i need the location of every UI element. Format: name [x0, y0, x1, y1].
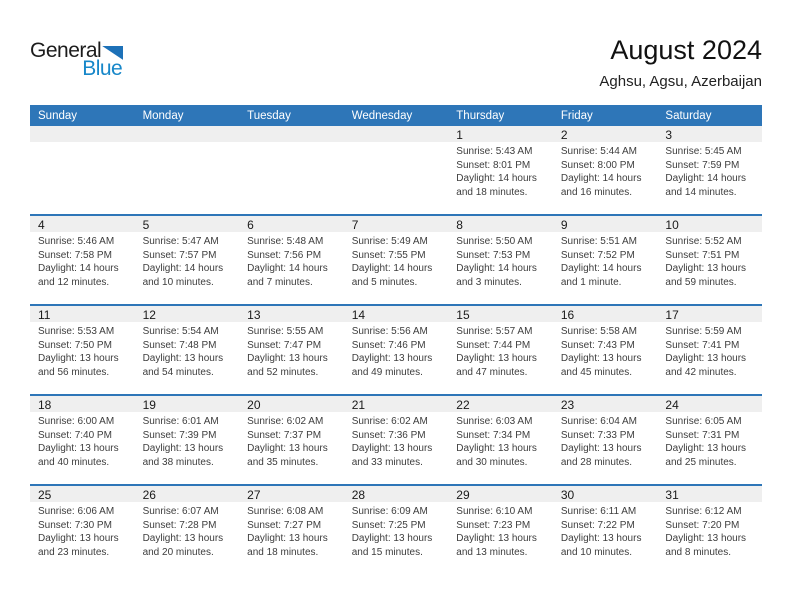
daylight-text-line1: Daylight: 14 hours	[665, 173, 747, 184]
daylight-text-line1: Daylight: 13 hours	[560, 533, 642, 544]
sunrise-text: Sunrise: 6:02 AM	[247, 416, 324, 427]
day-details	[657, 142, 762, 199]
day-details	[239, 322, 344, 379]
weekday-header-friday: Friday	[560, 109, 593, 122]
sunset-text: Sunset: 7:28 PM	[142, 519, 217, 531]
sunrise-text: Sunrise: 5:48 AM	[247, 236, 324, 247]
week-row	[30, 394, 762, 484]
day-number: 26	[135, 486, 240, 502]
daylight-text-line2: and 54 minutes.	[142, 366, 214, 378]
daylight-text-line2: and 18 minutes.	[456, 186, 528, 198]
sunrise-text: Sunrise: 5:46 AM	[38, 236, 115, 247]
day-number: 9	[553, 216, 658, 232]
sunset-text: Sunset: 7:58 PM	[38, 249, 112, 261]
day-details	[448, 232, 553, 289]
sunrise-text: Sunrise: 6:07 AM	[142, 506, 219, 517]
day-number: 3	[657, 126, 762, 142]
day-cell-9	[553, 216, 658, 304]
daylight-text-line2: and 28 minutes.	[560, 456, 633, 468]
day-details	[553, 412, 658, 469]
day-details	[135, 232, 240, 289]
weekday-header-wednesday: Wednesday	[351, 109, 413, 122]
day-cell-empty	[344, 126, 449, 214]
daylight-text-line2: and 42 minutes.	[665, 366, 737, 378]
sunset-text: Sunset: 7:20 PM	[665, 519, 740, 531]
daylight-text-line2: and 20 minutes.	[142, 546, 214, 558]
sunrise-text: Sunrise: 6:04 AM	[560, 416, 637, 427]
daylight-text-line1: Daylight: 13 hours	[456, 353, 537, 364]
day-number: 30	[553, 486, 658, 502]
sunset-text: Sunset: 7:40 PM	[38, 429, 112, 441]
day-number: 13	[239, 306, 344, 322]
daylight-text-line2: and 5 minutes.	[351, 276, 418, 288]
day-cell-21	[344, 396, 449, 484]
logo-text-blue: Blue	[82, 57, 123, 80]
page-subtitle: Aghsu, Agsu, Azerbaijan	[599, 73, 762, 91]
weekday-header-row	[30, 105, 762, 126]
daylight-text-line1: Daylight: 14 hours	[456, 263, 537, 274]
sunrise-text: Sunrise: 5:57 AM	[456, 326, 533, 337]
sunrise-text: Sunrise: 5:58 AM	[560, 326, 637, 337]
daylight-text-line1: Daylight: 14 hours	[38, 263, 119, 274]
sunrise-text: Sunrise: 6:06 AM	[38, 506, 115, 517]
daylight-text-line2: and 15 minutes.	[351, 546, 423, 558]
day-cell-empty	[239, 126, 344, 214]
top-bar	[30, 36, 762, 90]
day-number: 11	[30, 306, 135, 322]
day-number	[30, 126, 135, 142]
sunrise-text: Sunrise: 6:00 AM	[38, 416, 115, 427]
day-cell-1	[448, 126, 553, 214]
daylight-text-line1: Daylight: 13 hours	[351, 443, 433, 454]
day-details	[448, 412, 553, 469]
sunrise-text: Sunrise: 6:12 AM	[665, 506, 742, 517]
day-number: 17	[657, 306, 762, 322]
day-details	[448, 142, 553, 199]
sunset-text: Sunset: 7:52 PM	[560, 249, 635, 261]
daylight-text-line2: and 38 minutes.	[142, 456, 214, 468]
daylight-text-line1: Daylight: 13 hours	[665, 533, 747, 544]
daylight-text-line1: Daylight: 13 hours	[665, 353, 747, 364]
sunrise-text: Sunrise: 6:10 AM	[456, 506, 533, 517]
day-cell-empty	[135, 126, 240, 214]
day-details	[239, 412, 344, 469]
week-row	[30, 126, 762, 214]
daylight-text-line1: Daylight: 14 hours	[351, 263, 433, 274]
daylight-text-line2: and 59 minutes.	[665, 276, 737, 288]
sunset-text: Sunset: 7:34 PM	[456, 429, 531, 441]
sunset-text: Sunset: 7:50 PM	[38, 339, 112, 351]
day-number: 12	[135, 306, 240, 322]
sunset-text: Sunset: 7:51 PM	[665, 249, 740, 261]
day-number: 23	[553, 396, 658, 412]
logo-text-general: General	[30, 39, 102, 62]
daylight-text-line2: and 56 minutes.	[38, 366, 110, 378]
day-cell-14	[344, 306, 449, 394]
day-details	[448, 502, 553, 559]
day-cell-24	[657, 396, 762, 484]
sunset-text: Sunset: 7:59 PM	[665, 159, 740, 171]
sunrise-text: Sunrise: 5:54 AM	[142, 326, 219, 337]
weekday-header-thursday: Thursday	[456, 109, 505, 122]
day-cell-10	[657, 216, 762, 304]
day-details	[344, 502, 449, 559]
day-details	[657, 322, 762, 379]
daylight-text-line1: Daylight: 14 hours	[247, 263, 328, 274]
sunset-text: Sunset: 7:23 PM	[456, 519, 531, 531]
daylight-text-line2: and 3 minutes.	[456, 276, 522, 288]
sunrise-text: Sunrise: 5:49 AM	[351, 236, 428, 247]
day-number: 10	[657, 216, 762, 232]
day-number: 16	[553, 306, 658, 322]
daylight-text-line1: Daylight: 13 hours	[38, 533, 119, 544]
day-number: 7	[344, 216, 449, 232]
sunrise-text: Sunrise: 6:05 AM	[665, 416, 742, 427]
daylight-text-line1: Daylight: 13 hours	[560, 353, 642, 364]
day-cell-28	[344, 486, 449, 574]
day-number: 4	[30, 216, 135, 232]
sunrise-text: Sunrise: 5:52 AM	[665, 236, 742, 247]
day-number: 19	[135, 396, 240, 412]
day-cell-20	[239, 396, 344, 484]
day-details	[239, 232, 344, 289]
daylight-text-line2: and 18 minutes.	[247, 546, 319, 558]
sunset-text: Sunset: 7:22 PM	[560, 519, 635, 531]
sunrise-text: Sunrise: 6:01 AM	[142, 416, 219, 427]
day-cell-8	[448, 216, 553, 304]
daylight-text-line1: Daylight: 13 hours	[247, 533, 328, 544]
day-cell-17	[657, 306, 762, 394]
daylight-text-line1: Daylight: 14 hours	[560, 263, 642, 274]
sunrise-text: Sunrise: 5:51 AM	[560, 236, 637, 247]
day-cell-27	[239, 486, 344, 574]
daylight-text-line2: and 30 minutes.	[456, 456, 528, 468]
sunset-text: Sunset: 7:39 PM	[142, 429, 217, 441]
day-number: 22	[448, 396, 553, 412]
day-cell-29	[448, 486, 553, 574]
day-cell-19	[135, 396, 240, 484]
day-details	[553, 502, 658, 559]
sunset-text: Sunset: 7:48 PM	[142, 339, 217, 351]
daylight-text-line2: and 14 minutes.	[665, 186, 737, 198]
day-details	[135, 502, 240, 559]
day-number: 6	[239, 216, 344, 232]
daylight-text-line2: and 35 minutes.	[247, 456, 319, 468]
daylight-text-line1: Daylight: 13 hours	[456, 533, 537, 544]
sunrise-text: Sunrise: 5:45 AM	[665, 146, 742, 157]
daylight-text-line1: Daylight: 14 hours	[142, 263, 224, 274]
daylight-text-line1: Daylight: 13 hours	[38, 443, 119, 454]
week-row	[30, 304, 762, 394]
day-details	[553, 322, 658, 379]
weekday-header-tuesday: Tuesday	[247, 109, 291, 122]
sunrise-text: Sunrise: 5:56 AM	[351, 326, 428, 337]
day-cell-6	[239, 216, 344, 304]
day-details	[553, 142, 658, 199]
daylight-text-line2: and 7 minutes.	[247, 276, 313, 288]
day-cell-22	[448, 396, 553, 484]
daylight-text-line1: Daylight: 13 hours	[665, 443, 747, 454]
day-cell-13	[239, 306, 344, 394]
day-number	[239, 126, 344, 142]
sunset-text: Sunset: 7:43 PM	[560, 339, 635, 351]
day-number: 2	[553, 126, 658, 142]
day-cell-30	[553, 486, 658, 574]
sunrise-text: Sunrise: 5:55 AM	[247, 326, 324, 337]
general-blue-logo	[30, 40, 123, 79]
week-row	[30, 484, 762, 574]
daylight-text-line1: Daylight: 14 hours	[560, 173, 642, 184]
sunset-text: Sunset: 7:30 PM	[38, 519, 112, 531]
sunset-text: Sunset: 7:36 PM	[351, 429, 426, 441]
day-number: 25	[30, 486, 135, 502]
day-number	[135, 126, 240, 142]
daylight-text-line1: Daylight: 13 hours	[351, 533, 433, 544]
weekday-header-monday: Monday	[142, 109, 184, 122]
day-cell-5	[135, 216, 240, 304]
day-cell-2	[553, 126, 658, 214]
day-cell-empty	[30, 126, 135, 214]
daylight-text-line2: and 10 minutes.	[142, 276, 214, 288]
day-details	[135, 412, 240, 469]
sunset-text: Sunset: 7:44 PM	[456, 339, 531, 351]
daylight-text-line2: and 16 minutes.	[560, 186, 633, 198]
sunrise-text: Sunrise: 6:03 AM	[456, 416, 533, 427]
sunset-text: Sunset: 7:31 PM	[665, 429, 740, 441]
weekday-header-saturday: Saturday	[665, 109, 712, 122]
sunrise-text: Sunrise: 5:47 AM	[142, 236, 219, 247]
daylight-text-line1: Daylight: 13 hours	[142, 443, 224, 454]
day-details	[135, 322, 240, 379]
day-number: 18	[30, 396, 135, 412]
sunset-text: Sunset: 8:00 PM	[560, 159, 635, 171]
daylight-text-line2: and 25 minutes.	[665, 456, 737, 468]
day-details	[657, 412, 762, 469]
day-details	[344, 322, 449, 379]
sunrise-text: Sunrise: 6:08 AM	[247, 506, 324, 517]
daylight-text-line1: Daylight: 13 hours	[456, 443, 537, 454]
day-details	[30, 232, 135, 289]
day-cell-11	[30, 306, 135, 394]
day-details	[657, 232, 762, 289]
day-cell-31	[657, 486, 762, 574]
daylight-text-line2: and 12 minutes.	[38, 276, 110, 288]
day-cell-15	[448, 306, 553, 394]
sunrise-text: Sunrise: 5:44 AM	[560, 146, 637, 157]
sunset-text: Sunset: 7:55 PM	[351, 249, 426, 261]
day-number: 8	[448, 216, 553, 232]
calendar-weeks	[30, 126, 762, 574]
day-cell-3	[657, 126, 762, 214]
daylight-text-line1: Daylight: 13 hours	[247, 353, 328, 364]
day-number: 20	[239, 396, 344, 412]
day-cell-25	[30, 486, 135, 574]
day-cell-23	[553, 396, 658, 484]
daylight-text-line2: and 13 minutes.	[456, 546, 528, 558]
daylight-text-line2: and 45 minutes.	[560, 366, 633, 378]
day-details	[344, 412, 449, 469]
sunset-text: Sunset: 7:33 PM	[560, 429, 635, 441]
sunrise-text: Sunrise: 5:53 AM	[38, 326, 115, 337]
day-cell-26	[135, 486, 240, 574]
daylight-text-line2: and 40 minutes.	[38, 456, 110, 468]
day-details	[30, 502, 135, 559]
day-number: 14	[344, 306, 449, 322]
day-cell-7	[344, 216, 449, 304]
day-details	[553, 232, 658, 289]
calendar-table	[30, 105, 762, 574]
day-number	[344, 126, 449, 142]
day-details	[657, 502, 762, 559]
day-number: 29	[448, 486, 553, 502]
weekday-header-sunday: Sunday	[38, 109, 78, 122]
daylight-text-line1: Daylight: 13 hours	[142, 353, 224, 364]
day-details	[30, 412, 135, 469]
daylight-text-line2: and 47 minutes.	[456, 366, 528, 378]
daylight-text-line2: and 1 minute.	[560, 276, 622, 288]
daylight-text-line2: and 33 minutes.	[351, 456, 423, 468]
day-number: 31	[657, 486, 762, 502]
page-title: August 2024	[610, 35, 762, 65]
day-details	[30, 322, 135, 379]
daylight-text-line2: and 52 minutes.	[247, 366, 319, 378]
day-details	[239, 502, 344, 559]
sunrise-text: Sunrise: 5:43 AM	[456, 146, 533, 157]
day-number: 21	[344, 396, 449, 412]
week-row	[30, 214, 762, 304]
day-number: 28	[344, 486, 449, 502]
daylight-text-line2: and 23 minutes.	[38, 546, 110, 558]
sunset-text: Sunset: 7:46 PM	[351, 339, 426, 351]
sunset-text: Sunset: 7:57 PM	[142, 249, 217, 261]
day-cell-16	[553, 306, 658, 394]
sunset-text: Sunset: 7:25 PM	[351, 519, 426, 531]
daylight-text-line1: Daylight: 14 hours	[456, 173, 537, 184]
daylight-text-line2: and 10 minutes.	[560, 546, 633, 558]
day-number: 24	[657, 396, 762, 412]
daylight-text-line1: Daylight: 13 hours	[142, 533, 224, 544]
title-block	[599, 36, 762, 90]
daylight-text-line1: Daylight: 13 hours	[38, 353, 119, 364]
daylight-text-line1: Daylight: 13 hours	[665, 263, 747, 274]
day-cell-12	[135, 306, 240, 394]
sunrise-text: Sunrise: 6:09 AM	[351, 506, 428, 517]
sunset-text: Sunset: 7:53 PM	[456, 249, 531, 261]
daylight-text-line1: Daylight: 13 hours	[351, 353, 433, 364]
day-details	[344, 232, 449, 289]
sunset-text: Sunset: 7:37 PM	[247, 429, 322, 441]
sunset-text: Sunset: 7:41 PM	[665, 339, 740, 351]
day-number: 1	[448, 126, 553, 142]
sunset-text: Sunset: 7:27 PM	[247, 519, 322, 531]
sunrise-text: Sunrise: 5:50 AM	[456, 236, 533, 247]
day-cell-18	[30, 396, 135, 484]
sunrise-text: Sunrise: 6:11 AM	[560, 506, 637, 517]
sunset-text: Sunset: 7:47 PM	[247, 339, 322, 351]
sunrise-text: Sunrise: 5:59 AM	[665, 326, 742, 337]
sunset-text: Sunset: 8:01 PM	[456, 159, 531, 171]
day-cell-4	[30, 216, 135, 304]
daylight-text-line1: Daylight: 13 hours	[247, 443, 328, 454]
daylight-text-line2: and 8 minutes.	[665, 546, 732, 558]
daylight-text-line1: Daylight: 13 hours	[560, 443, 642, 454]
sunrise-text: Sunrise: 6:02 AM	[351, 416, 428, 427]
day-number: 15	[448, 306, 553, 322]
daylight-text-line2: and 49 minutes.	[351, 366, 423, 378]
day-number: 5	[135, 216, 240, 232]
sunset-text: Sunset: 7:56 PM	[247, 249, 322, 261]
day-details	[448, 322, 553, 379]
day-number: 27	[239, 486, 344, 502]
